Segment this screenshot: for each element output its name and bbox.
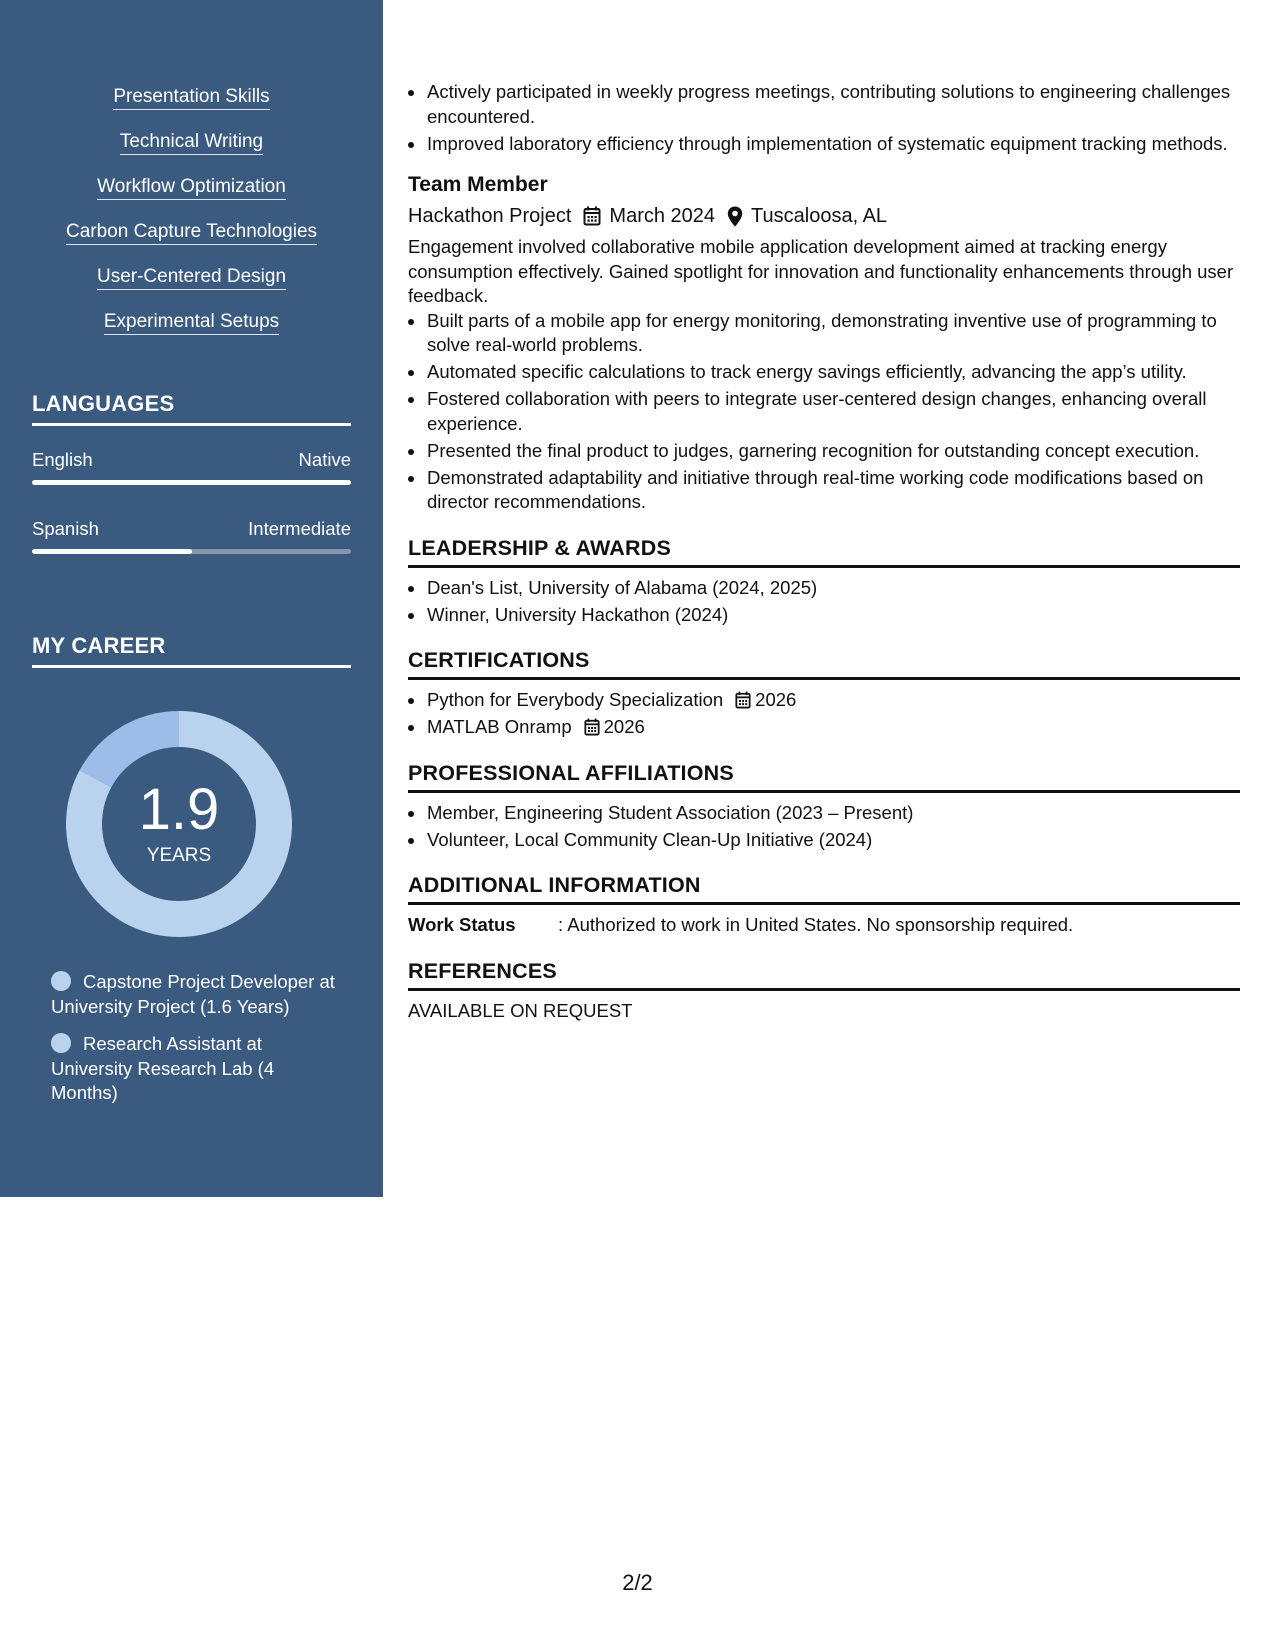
career-legend-item — [51, 1032, 341, 1106]
section-heading-references: REFERENCES — [408, 958, 1240, 991]
experience-bullets — [408, 80, 1240, 156]
bullet-item: Fostered collaboration with peers to integrate user-centered design changes, enhancing overall experience. — [408, 387, 1240, 436]
affiliations-list — [408, 801, 1240, 853]
bullet-item: Demonstrated adaptability and initiative through real-time working code modifications based on director recommendations. — [408, 466, 1240, 515]
language-name: English — [32, 449, 93, 470]
references-text: AVAILABLE ON REQUEST — [408, 999, 633, 1021]
career-total-unit: YEARS — [146, 845, 212, 866]
page-number: 2/2 — [622, 1570, 653, 1595]
skill-item: User-Centered Design — [97, 266, 286, 290]
skill-item: Carbon Capture Technologies — [66, 221, 317, 245]
bullet-item: Presented the final product to judges, garnering recognition for outstanding concept execution. — [408, 439, 1240, 464]
bullet-item: Dean's List, University of Alabama (2024, 2025) — [408, 576, 1240, 601]
main-content — [408, 80, 1240, 1023]
language-level: Intermediate — [248, 518, 351, 539]
language-level: Native — [298, 449, 351, 470]
work-status-value: : Authorized to work in United States. No sponsorship required. — [558, 914, 1074, 935]
skill-item: Presentation Skills — [113, 86, 269, 110]
section-heading-leadership: LEADERSHIP & AWARDS — [408, 535, 1240, 568]
language-proficiency-bar — [32, 549, 351, 554]
bullet-item: Actively participated in weekly progress meetings, contributing solutions to engineering challenges encountered. — [408, 80, 1240, 129]
legend-dot-icon — [51, 1033, 71, 1053]
career-total-years: 1.9 — [138, 777, 220, 842]
calendar-icon — [584, 718, 600, 736]
job-description: Engagement involved collaborative mobile application development aimed at tracking energy consumption effectively. Gained spotlight for innovation and functionality enhancements through user feedback. — [408, 236, 1234, 306]
calendar-icon — [735, 691, 751, 709]
bullet-item: Winner, University Hackathon (2024) — [408, 603, 1240, 628]
section-heading-additional-info: ADDITIONAL INFORMATION — [408, 872, 1240, 905]
languages-heading: LANGUAGES — [32, 391, 351, 426]
work-status-row — [408, 913, 1240, 938]
language-proficiency-bar — [32, 480, 351, 485]
certification-item — [408, 688, 1240, 713]
skill-item: Experimental Setups — [104, 311, 279, 335]
leadership-list — [408, 576, 1240, 628]
career-legend-item — [51, 970, 341, 1019]
job-location: Tuscaloosa, AL — [751, 205, 888, 227]
career-legend-text: Research Assistant at University Research Lab (4 Months) — [51, 1033, 275, 1103]
work-status-label: Work Status — [408, 914, 516, 935]
certification-name: Python for Everybody Specialization — [427, 689, 724, 710]
language-proficiency-fill — [32, 480, 351, 485]
bullet-item: Built parts of a mobile app for energy monitoring, demonstrating inventive use of programming to solve real-world problems. — [408, 309, 1240, 358]
certification-item — [408, 715, 1240, 740]
bullet-item: Volunteer, Local Community Clean-Up Initiative (2024) — [408, 828, 1240, 853]
skill-item: Technical Writing — [120, 131, 263, 155]
skills-list — [0, 86, 383, 356]
certification-year: 2026 — [603, 716, 645, 737]
job-date: March 2024 — [609, 205, 716, 227]
location-pin-icon — [727, 206, 743, 227]
language-row — [32, 518, 351, 540]
bullet-item: Automated specific calculations to track energy savings efficiently, advancing the app’s utility. — [408, 360, 1240, 385]
career-legend-text: Capstone Project Developer at University Project (1.6 Years) — [51, 971, 335, 1017]
certifications-list — [408, 688, 1240, 740]
job-organization: Hackathon Project — [408, 205, 572, 227]
job-title: Team Member — [408, 173, 548, 196]
language-name: Spanish — [32, 518, 99, 539]
career-heading: MY CAREER — [32, 633, 351, 668]
language-row — [32, 449, 351, 471]
skill-item: Workflow Optimization — [97, 176, 286, 200]
legend-dot-icon — [51, 971, 71, 991]
job-meta — [408, 203, 1240, 229]
donut-segment — [80, 711, 179, 787]
sidebar — [0, 0, 383, 1197]
section-heading-affiliations: PROFESSIONAL AFFILIATIONS — [408, 760, 1240, 793]
certification-name: MATLAB Onramp — [427, 716, 572, 737]
bullet-item: Improved laboratory efficiency through implementation of systematic equipment tracking methods. — [408, 132, 1240, 157]
calendar-icon — [583, 206, 601, 226]
bullet-item: Member, Engineering Student Association (2023 – Present) — [408, 801, 1240, 826]
section-heading-certifications: CERTIFICATIONS — [408, 647, 1240, 680]
job-bullets — [408, 309, 1240, 515]
language-proficiency-fill — [32, 549, 192, 554]
certification-year: 2026 — [755, 689, 797, 710]
